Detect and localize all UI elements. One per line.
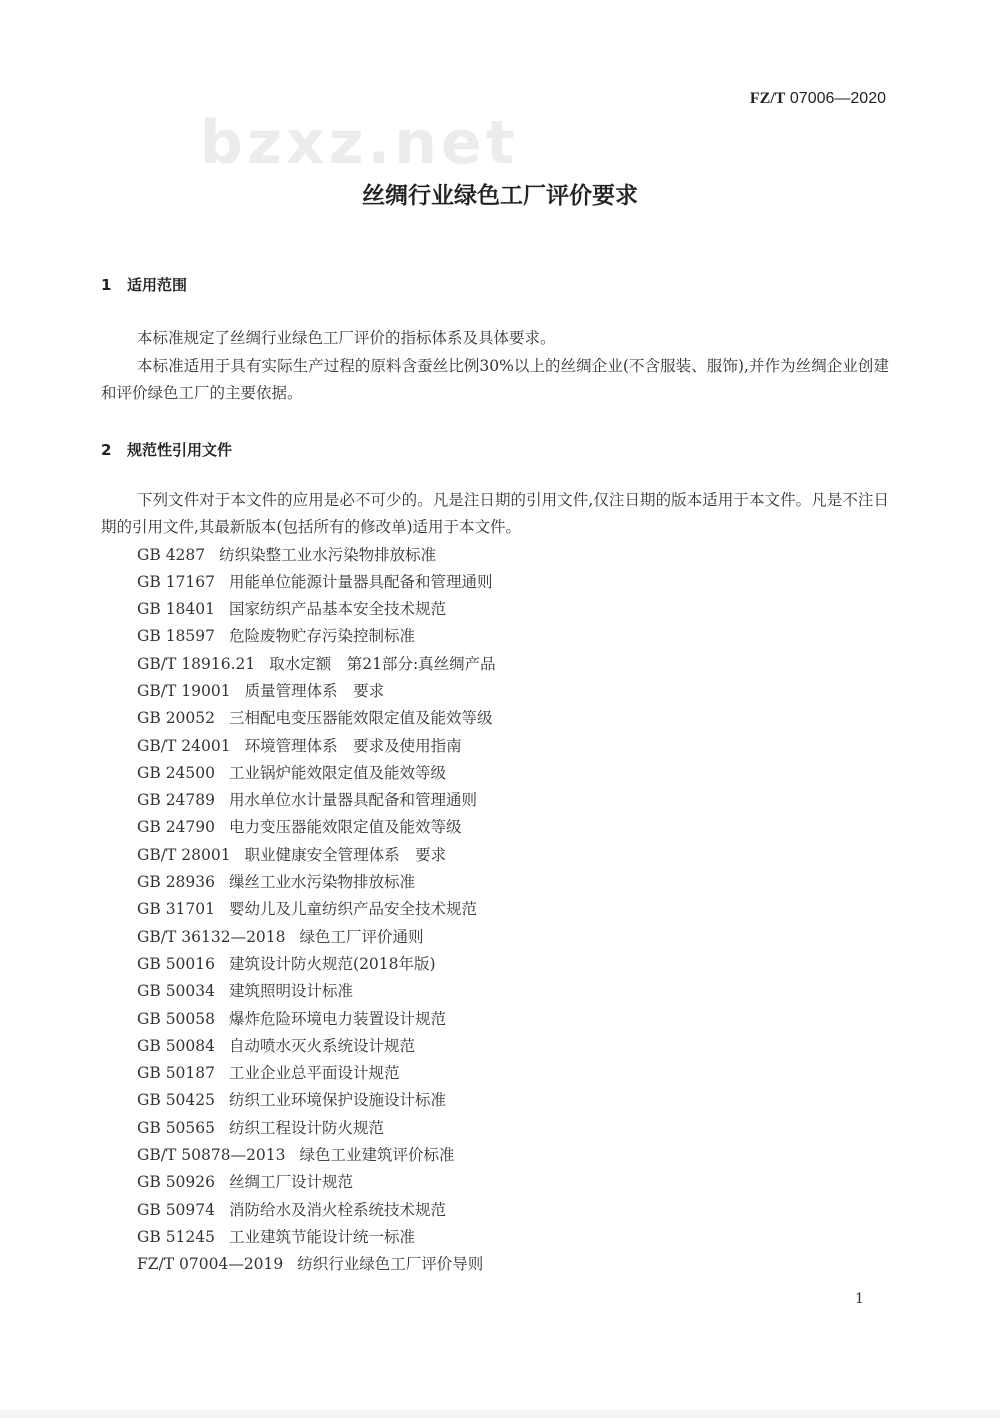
reference-item: [137, 951, 889, 978]
reference-item: [137, 569, 889, 596]
document-body: [101, 270, 889, 1279]
section-number: 2: [101, 440, 112, 459]
reference-item: [137, 1060, 889, 1087]
section-1-heading: [101, 273, 889, 297]
standard-number: [750, 89, 886, 109]
reference-code: GB/T 50878—2013: [137, 1146, 286, 1165]
reference-title: 用能单位能源计量器具配备和管理通则: [229, 572, 493, 591]
reference-title: 用水单位水计量器具配备和管理通则: [229, 791, 478, 810]
reference-item: [137, 978, 889, 1005]
paragraph: 本标准规定了丝绸行业绿色工厂评价的指标体系及具体要求。: [137, 329, 556, 347]
reference-item: [137, 596, 889, 623]
reference-title: 纺织工程设计防火规范: [229, 1118, 385, 1137]
reference-code: GB 4287: [137, 545, 206, 564]
reference-code: GB 50084: [137, 1036, 216, 1055]
reference-code: GB 51245: [137, 1227, 216, 1246]
reference-code: GB/T 36132—2018: [137, 927, 286, 946]
reference-title: 工业锅炉能效限定值及能效等级: [229, 763, 447, 782]
reference-item: [137, 1224, 889, 1251]
reference-title: 工业企业总平面设计规范: [229, 1064, 400, 1083]
reference-title: 建筑照明设计标准: [229, 982, 354, 1001]
reference-code: GB 50058: [137, 1009, 216, 1028]
reference-item: [137, 842, 889, 869]
reference-item: [137, 1006, 889, 1033]
reference-title: 纺织行业绿色工厂评价导则: [297, 1255, 484, 1274]
reference-code: GB 24790: [137, 818, 216, 837]
reference-code: GB 28936: [137, 873, 216, 892]
reference-title: 缫丝工业水污染物排放标准: [229, 873, 416, 892]
document-title: 丝绸行业绿色工厂评价要求: [362, 183, 638, 209]
reference-item: [137, 924, 889, 951]
reference-code: FZ/T 07004—2019: [137, 1255, 284, 1274]
reference-title: 质量管理体系 要求: [244, 681, 385, 700]
reference-title: 危险废物贮存污染控制标准: [229, 627, 416, 646]
reference-title: 爆炸危险环境电力装置设计规范: [229, 1009, 447, 1028]
reference-code: GB 24789: [137, 791, 216, 810]
reference-item: [137, 705, 889, 732]
reference-title: 纺织工业环境保护设施设计标准: [229, 1091, 447, 1110]
reference-code: GB 20052: [137, 709, 216, 728]
reference-item: [137, 787, 889, 814]
reference-title: 建筑设计防火规范(2018年版): [229, 954, 436, 973]
section-number: 1: [101, 276, 112, 294]
paragraph: 本标准适用于具有实际生产过程的原料含蚕丝比例30%以上的丝绸企业(不含服装、服饰),并作为丝绸企业创建和评价绿色工厂的主要依据。: [101, 356, 889, 402]
reference-code: GB 50187: [137, 1064, 216, 1083]
reference-code: GB/T 19001: [137, 681, 231, 700]
reference-item: [137, 542, 889, 569]
reference-title: 电力变压器能效限定值及能效等级: [229, 818, 462, 837]
reference-title: 绿色工厂评价通则: [299, 927, 424, 946]
reference-item: [137, 623, 889, 650]
reference-code: GB 18597: [137, 627, 216, 646]
reference-list: [101, 542, 889, 1279]
reference-code: GB 50565: [137, 1118, 216, 1137]
reference-code: GB 50034: [137, 982, 216, 1001]
reference-title: 取水定额 第21部分:真丝绸产品: [269, 654, 496, 673]
section-2-heading: [101, 438, 889, 462]
reference-title: 职业健康安全管理体系 要求: [244, 845, 447, 864]
reference-title: 环境管理体系 要求及使用指南: [244, 736, 462, 755]
reference-item: [137, 1115, 889, 1142]
reference-item: [137, 1169, 889, 1196]
reference-item: [137, 896, 889, 923]
reference-title: 绿色工业建筑评价标准: [299, 1146, 455, 1165]
reference-code: GB 50974: [137, 1200, 216, 1219]
reference-code: GB 18401: [137, 600, 216, 619]
reference-code: GB/T 24001: [137, 736, 231, 755]
reference-code: GB 50926: [137, 1173, 216, 1192]
reference-title: 国家纺织产品基本安全技术规范: [229, 600, 447, 619]
reference-title: 三相配电变压器能效限定值及能效等级: [229, 709, 493, 728]
reference-item: [137, 1033, 889, 1060]
reference-code: GB 50016: [137, 954, 216, 973]
section-title: 规范性引用文件: [127, 440, 233, 459]
reference-item: [137, 869, 889, 896]
reference-title: 婴幼儿及儿童纺织产品安全技术规范: [229, 900, 478, 919]
paragraph: 下列文件对于本文件的应用是必不可少的。凡是注日期的引用文件,仅注日期的版本适用于本文件。凡是不注日期的引用文件,其最新版本(包括所有的修改单)适用于本文件。: [101, 490, 889, 536]
reference-item: [137, 1087, 889, 1114]
reference-code: GB 17167: [137, 572, 216, 591]
reference-title: 工业建筑节能设计统一标准: [229, 1227, 416, 1246]
reference-item: [137, 733, 889, 760]
reference-code: GB 24500: [137, 763, 216, 782]
reference-code: GB 31701: [137, 900, 216, 919]
page-number: 1: [855, 1291, 864, 1307]
section-title: 适用范围: [127, 276, 188, 294]
reference-item: [137, 760, 889, 787]
reference-title: 丝绸工厂设计规范: [229, 1173, 354, 1192]
reference-code: GB/T 28001: [137, 845, 231, 864]
reference-item: [137, 651, 889, 678]
watermark: bzxz.net: [200, 108, 519, 178]
reference-item: [137, 814, 889, 841]
standard-prefix: FZ/T: [749, 90, 786, 107]
reference-item: [137, 678, 889, 705]
reference-title: 纺织染整工业水污染物排放标准: [219, 545, 437, 564]
reference-code: GB 50425: [137, 1091, 216, 1110]
reference-title: 自动喷水灭火系统设计规范: [229, 1036, 416, 1055]
reference-title: 消防给水及消火栓系统技术规范: [229, 1200, 447, 1219]
reference-code: GB/T 18916.21: [137, 654, 256, 673]
reference-item: [137, 1197, 889, 1224]
reference-item: [137, 1142, 889, 1169]
reference-item: [137, 1251, 889, 1278]
standard-code: 07006—2020: [789, 90, 886, 107]
